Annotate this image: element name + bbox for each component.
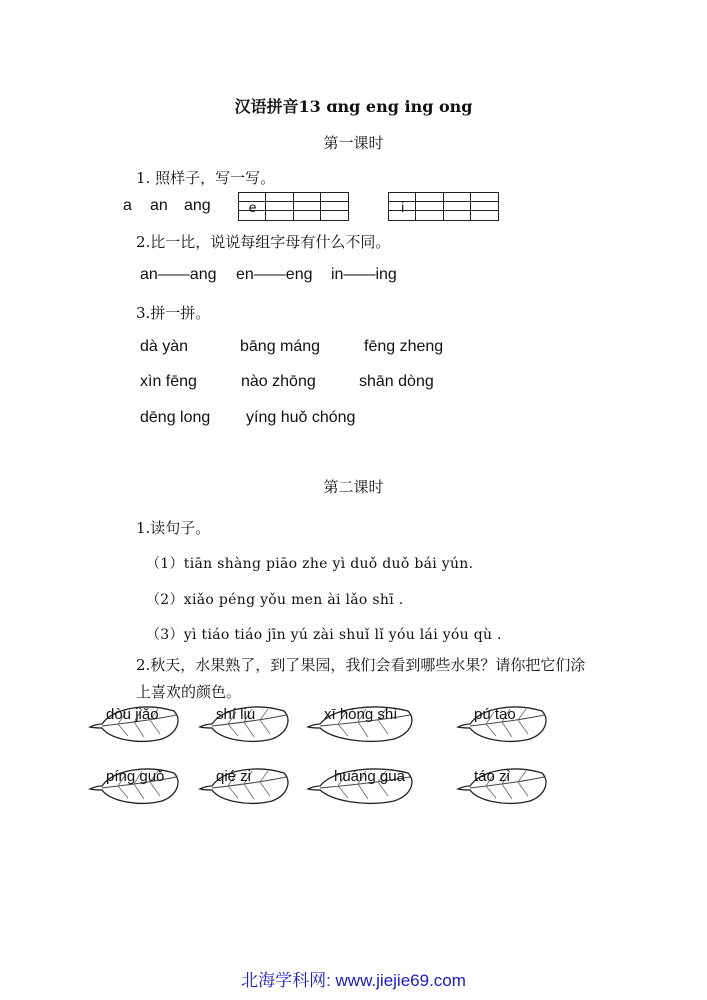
leaf-label: shí liu: [216, 706, 256, 723]
page-title: 汉语拼音13 ɑng eng ing ong: [234, 97, 473, 116]
fruit-question-line2: 上喜欢的颜色。: [136, 683, 242, 701]
grid-letter-i: i: [401, 198, 405, 215]
leaf-huang-gua[interactable]: [306, 765, 418, 805]
pinyin-word: yíng huǒ chóng: [246, 409, 356, 426]
footer-website[interactable]: 北海学科网: www.jiejie69.com: [241, 971, 466, 990]
grid-letter-e: e: [248, 198, 257, 215]
pinyin-word: xìn fēng: [140, 373, 197, 390]
leaf-label: huáng guā: [334, 768, 405, 785]
leaf-shi-liu[interactable]: [198, 703, 294, 743]
read-sentences-label: 1.读句子。: [136, 519, 211, 537]
pinyin-word: fēng zheng: [364, 338, 444, 355]
leaf-qie-zi[interactable]: [198, 765, 294, 805]
q1-label: 1. 照样子，写一写。: [136, 169, 276, 187]
leaf-label: pú tao: [474, 706, 516, 723]
pair-an-ang: an——ang: [140, 266, 217, 283]
fruit-question-line1: 2.秋天，水果熟了，到了果园，我们会看到哪些水果？请你把它们涂: [136, 656, 586, 674]
pinyin-word: nào zhōng: [241, 373, 316, 390]
leaf-tao-zi[interactable]: [456, 765, 552, 805]
leaf-xi-hong-shi[interactable]: [306, 703, 418, 743]
sentence-2: （2）xiǎo péng yǒu men ài lǎo shī .: [146, 592, 404, 608]
leaf-ping-guo[interactable]: [88, 765, 184, 805]
sentence-1: （1）tiān shàng piāo zhe yì duǒ duǒ bái yún.: [146, 556, 474, 572]
q3-label: 3.拼一拼。: [136, 304, 211, 322]
pinyin-word: dà yàn: [140, 338, 189, 355]
example-a: a: [123, 197, 132, 214]
example-an: an: [150, 197, 168, 214]
writing-grid-e[interactable]: [238, 192, 349, 221]
leaf-label: táo zi: [474, 768, 510, 785]
example-ang: ang: [184, 197, 211, 214]
sentence-3: （3）yì tiáo tiáo jīn yú zài shuǐ lǐ yóu lái yóu qù .: [146, 627, 502, 643]
pinyin-word: bāng máng: [240, 338, 321, 355]
leaf-label: xī hóng shì: [324, 706, 398, 723]
pair-en-eng: en——eng: [236, 266, 313, 283]
lesson1-heading: 第一课时: [323, 134, 384, 152]
leaf-label: qié zi: [216, 768, 252, 785]
leaf-label: dòu jiǎo: [106, 706, 159, 723]
leaf-pu-tao[interactable]: [456, 703, 552, 743]
leaf-label: píng guǒ: [106, 768, 165, 785]
lesson2-heading: 第二课时: [323, 478, 384, 496]
leaf-dou-jiao[interactable]: [88, 703, 184, 743]
q2-label: 2.比一比，说说每组字母有什么不同。: [136, 233, 391, 251]
pinyin-word: shān dòng: [359, 373, 434, 390]
writing-grid-i[interactable]: [388, 192, 499, 221]
pair-in-ing: in——ing: [331, 266, 397, 283]
pinyin-word: dēng long: [140, 409, 211, 426]
